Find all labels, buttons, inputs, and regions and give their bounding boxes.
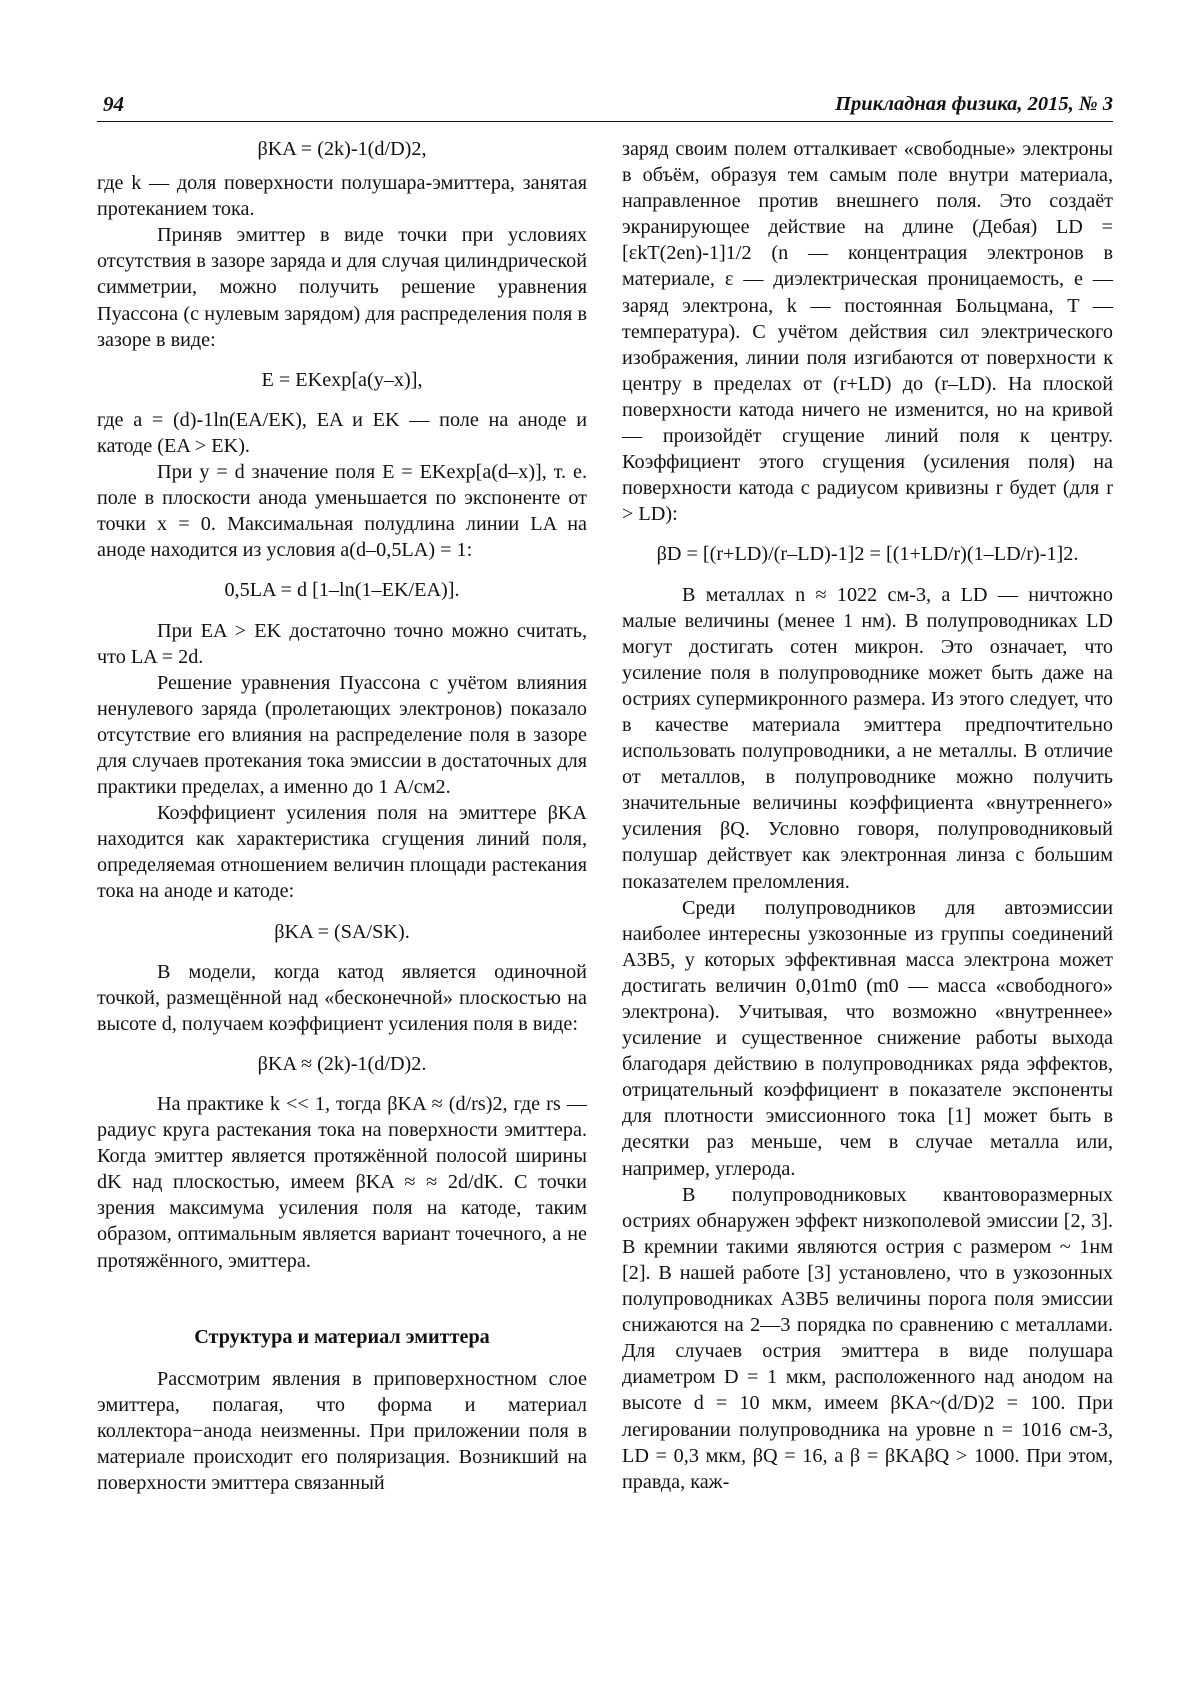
paragraph: В модели, когда катод является одиночной точкой, размещённой над «бесконечной» плоскостью на высоте d, получаем коэффициент усиления поля в виде:	[97, 960, 587, 1035]
paragraph: Рассмотрим явления в приповерхностном слое эмиттера, полагая, что форма и материал коллектора−анода неизменны. При приложении поля в материале происходит его поляризация. Возникший на поверхности эмиттера связанный	[97, 1367, 587, 1495]
paragraph: В полупроводниковых квантоворазмерных остриях обнаружен эффект низкополевой эмиссии [2, 3]. В кремнии такими являются острия с размером ~ 1нм [2]. В нашей работе [3] установлено, что в узкозонных полупроводниках A3B5 величины порога поля эмиссии снижаются на 2—3 порядка по сравнению с металлами. Для случаев острия эмиттера в виде полушара диаметром D = 1 мкм, расположенного над анодом на высоте d = 10 мкм, имеем βKA~(d/D)2 = 100. При легировании полупроводника на уровне n = 1016 см-3, LD = 0,3 мкм, βQ = 16, а β = βKAβQ > 1000. При этом, правда, каж-	[622, 1183, 1113, 1493]
paragraph: Коэффициент усиления поля на эмиттере βKA находится как характеристика сгущения линий поля, определяемая отношением величин площади растекания тока на аноде и катоде:	[97, 802, 587, 903]
paragraph: Приняв эмиттер в виде точки при условиях отсутствия в зазоре заряда и для случая цилиндрической симметрии, можно получить решение уравнения Пуассона (с нулевым зарядом) для распределения поля в зазоре в виде:	[97, 224, 587, 351]
section-heading: Структура и материал эмиттера	[194, 1325, 490, 1348]
formula-beta-ka: βKA = (2k)-1(d/D)2,	[257, 138, 427, 160]
paragraph: где k — доля поверхности полушара-эмиттера, занятая протеканием тока.	[97, 172, 587, 221]
paragraph: При EA > EK достаточно точно можно считать, что LA = 2d.	[97, 619, 587, 668]
paragraph: При y = d значение поля E = EKexp[a(d–x)], т. е. поле в плоскости анода уменьшается по экспоненте от точки x = 0. Максимальная полудлина линии LA на аноде находится из условия a(d–0,5LA) = 1:	[97, 461, 587, 562]
page-header	[97, 91, 1113, 122]
formula-field: E = EKexp[a(y–x)],	[261, 368, 423, 391]
paragraph: В металлах n ≈ 1022 см-3, а LD — ничтожно малые величины (менее 1 нм). В полупроводниках LD могут достигать сотен микрон. Это означает, что усиление поля в полупроводнике может быть даже на остриях супермикронного размера. Из этого следует, что в качестве материала эмиттера предпочтительно использовать полупроводники, а не металлы. В отличие от металлов, в полупроводнике можно получить значительные величины коэффициента «внутреннего» усиления βQ. Условно говоря, полупроводниковый полушар действует как электронная линза с большим показателем преломления.	[622, 583, 1113, 893]
paragraph: Решение уравнения Пуассона с учётом влияния ненулевого заряда (пролетающих электронов) показало отсутствие его влияния на распределение поля в зазоре для случаев протекания тока эмиссии в достаточных для практики пределах, а именно до 1 А/см2.	[97, 671, 587, 799]
journal-title: Прикладная физика, 2015, № 3	[835, 93, 1113, 115]
left-column	[97, 136, 587, 1496]
right-column	[622, 136, 1113, 1495]
paragraph: где a = (d)-1ln(EA/EK), EA и EK — поле на аноде и катоде (EA > EK).	[97, 408, 587, 457]
formula-half-length: 0,5LA = d [1–ln(1–EK/EA)].	[224, 579, 460, 602]
paragraph: Среди полупроводников для автоэмиссии наиболее интересны узкозонные из группы соединений A3B5, у которых эффективная масса электрона может достигать величин 0,01m0 (m0 — масса «свободного» электрона). Учитывая, что возможно «внутреннее» усиление и существенное снижение работы выхода благодаря действию в полупроводниках ряда эффектов, отрицательный коэффициент в показателе экспоненты для плотности эмиссионного тока [1] может быть в десятки раз меньше, чем в случае металла или, например, углерода.	[622, 896, 1113, 1180]
formula-gain: βKA ≈ (2k)-1(d/D)2.	[257, 1052, 427, 1075]
paragraph: На практике k << 1, тогда βKA ≈ (d/rs)2, где rs — радиус круга растекания тока на поверхности эмиттера. Когда эмиттер является протяжённой полосой ширины dK над плоскостью, имеем βKA ≈ ≈ 2d/dK. С точки зрения максимума усиления поля на катоде, таким образом, оптимальным является вариант точечного, а не протяжённого, эмиттера.	[97, 1093, 587, 1272]
paragraph: заряд своим полем отталкивает «свободные» электроны в объём, образуя тем самым поле внутри материала, направленное против внешнего поля. Это создаёт экранирующее действие на длине (Дебая) LD = [εkT(2en)-1]1/2 (n — концентрация электронов в материале, ε — диэлектрическая проницаемость, e — заряд электрона, k — постоянная Больцмана, T — температура). С учётом действия сил электрического изображения, линии поля изгибаются от поверхности к центру в пределах от (r+LD) до (r–LD). На плоской поверхности катода ничего не изменится, но на кривой — произойдёт сгущение линий поля к центру. Коэффициент этого сгущения (усиления поля) на поверхности катода с радиусом кривизны r будет (для r > LD):	[622, 138, 1113, 526]
formula-beta-d: βD = [(r+LD)/(r–LD)-1]2 = [(1+LD/r)(1–LD/r)-1]2.	[656, 543, 1079, 566]
formula-area-ratio: βKA = (SA/SK).	[274, 920, 410, 943]
page-number: 94	[103, 92, 124, 116]
